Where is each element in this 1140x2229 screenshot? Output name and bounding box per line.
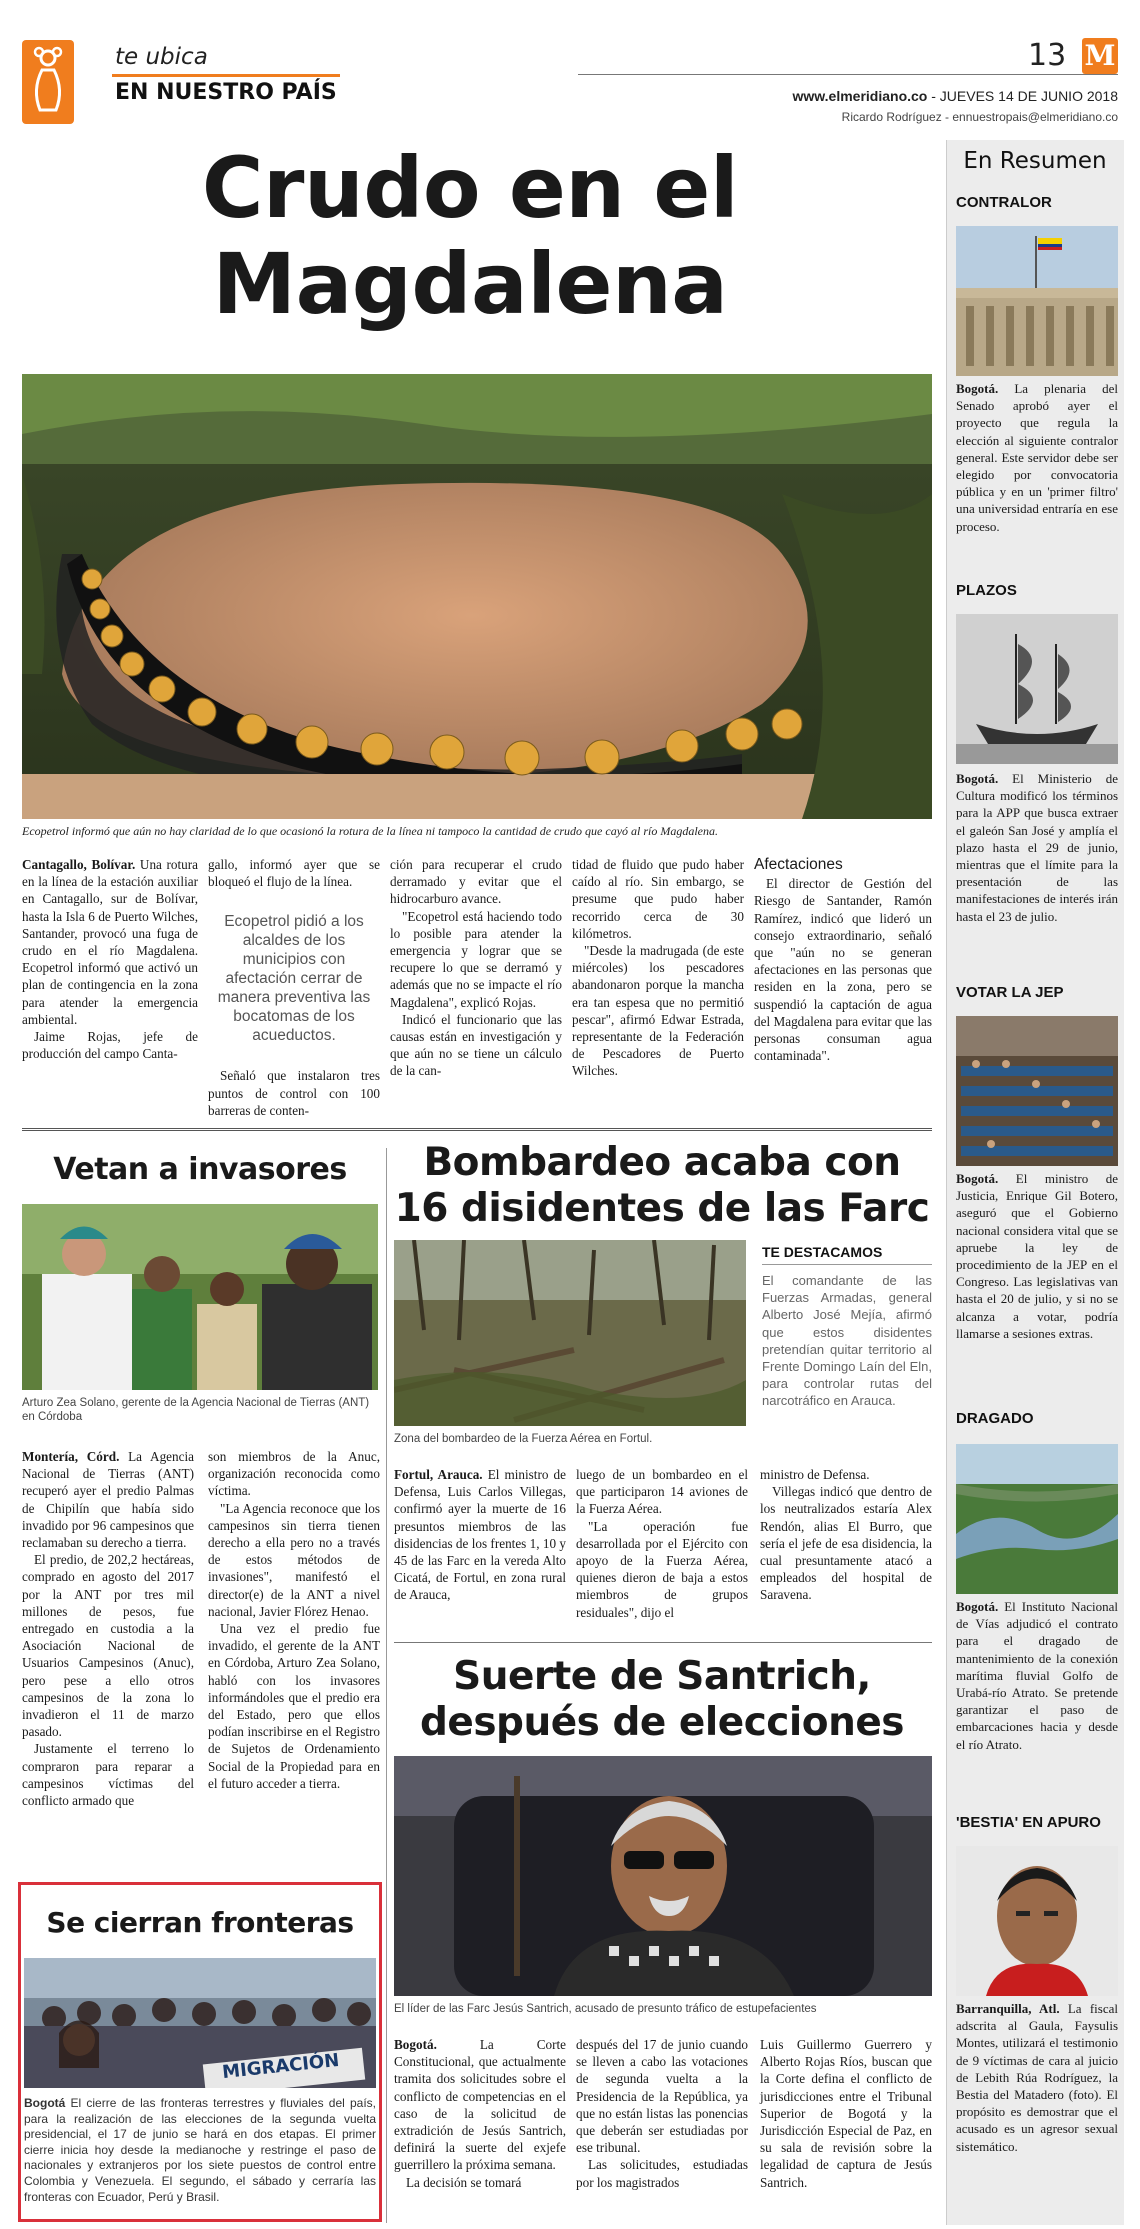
santrich-col2-text: después del 17 de junio cuando se lleven a cabo las votaciones de segunda vuelta a la Presidencia de la República, ya que no están listas las ponencias que deberán ser estudiadas por ese tribunal. [576,2037,748,2156]
byline: Ricardo Rodríguez - ennuestropais@elmeridiano.co [841,110,1118,124]
main-photo-caption: Ecopetrol informó que aún no hay claridad de lo que ocasionó la rotura de la línea ni tampoco la cantidad de crudo que cayó al río Magdalena. [22,824,719,838]
invasores-col2-text3: Una vez el predio fue invadido, el gerente de la ANT en Córdoba, Arturo Zea Solano, habló con los invasores informándoles que el predio era del Estado, pero que ellos podían inscribirse en el Registro de Sujetos de Ordenamiento Social de la Propiedad para en el futuro acceder a tierra. [208,1621,380,1791]
galleon-photo [956,614,1118,764]
sidebar-item-plazos-text [956,770,1118,925]
santrich-col1-dateline: Bogotá. [394,2037,437,2052]
destacamos-text: El comandante de las Fuerzas Armadas, general Alberto José Mejía, afirmó que estos disidentes pretendían quitar territorio al Frente Domingo Laín del Eln, para controlar rutas del narcotráfico en Arauca. [762,1273,932,1409]
bombardeo-caption: Zona del bombardeo de la Fuerza Aérea en Fortul. [394,1433,653,1445]
fronteras-headline: Se cierran fronteras [46,1906,354,1939]
invasores-col1 [22,1448,194,1809]
santrich-col1-text: La Corte Constitucional, que actualmente tramita dos solicitudes sobre el conflicto de competencias en el caso de la solicitud de extradición de Jesús Santrich, definirá la suerte del exjefe guerrillero la próxima semana. [394,2037,566,2173]
santrich-col2 [576,2036,748,2191]
main-headline-line2: Magdalena [212,235,728,333]
sidebar-item-contralor-body: La plenaria del Senado aprobó ayer el proyecto que regula la elección al siguiente contralor general. Este servidor debe ser elegido por convocatoria pública y en un 'primer filtro' una universidad entraría en ese proceso. [956,381,1118,534]
bombardeo-col1-text: El ministro de Defensa, Luis Carlos Villegas, confirmó ayer la muerte de 16 presuntos miembros de las disidencias de los frentes 1, 10 y 45 de las Farc en la vereda Alto Cicatá, de Fortul, en zona rural de Arauca, [394,1467,566,1603]
suspect-photo [956,1846,1118,1996]
dateline-header [700,88,1118,104]
sidebar-item-contralor-heading: CONTRALOR [956,194,1052,211]
santrich-col3-text: Luis Guillermo Guerrero y Alberto Rojas Ríos, buscan que la Corte defina el conflicto de jurisdicciones entre el Tribunal Superior de Bogotá y la Jurisdicción Especial de Paz, en su sala de revisión sobre la legalidad de captura de Jesús Santrich. [760,2037,932,2190]
invasores-col2-text: son miembros de la Anuc, organización reconocida como víctima. [208,1449,380,1499]
bombardeo-photo [394,1240,746,1426]
bombardeo-col2-text: luego de un bombardeo en el que participaron 14 aviones de la Fuerza Aérea. [576,1467,748,1517]
bombardeo-col1 [394,1466,566,1604]
main-col5 [754,856,932,1064]
main-col3-text2: "Ecopetrol está haciendo todo lo posible para atender la emergencia y lograr que se recupere lo que se derramó y además que no se impacte el río Magdalena", explicó Rojas. [390,908,562,1010]
sidebar-item-plazos-dateline: Bogotá. [956,771,999,786]
section-underline [112,74,340,77]
site-url[interactable]: www.elmeridiano.co [792,88,928,104]
main-col3-text3: Indicó el funcionario que las causas están en investigación y que aún no se tiene un cálculo de la can- [390,1011,562,1079]
congress-photo [956,1016,1118,1166]
sidebar-item-dragado-body: El Instituto Nacional de Vías adjudicó el contrato para el dragado de mantenimiento de la conexión marítima fluvial Golfo de Urabá-río Atrato. Se pretende garantizar el paso de embarcaciones hacia y desde el río Atrato. [956,1599,1118,1752]
fronteras-dateline: Bogotá [24,2096,66,2110]
column-divider-left [386,1148,387,2223]
destacamos-rule [762,1264,932,1265]
invasores-col1-text3: Justamente el terreno lo compraron para reparar a campesinos víctimas del conflicto armado que [22,1741,194,1809]
fronteras-text: El cierre de las fronteras terrestres y fluviales del país, para la realización de las elecciones de la segunda vuelta presidencial, el 17 de junio se hará en dos etapas. El primer cierre inicia hoy desde la medianoche y restringe el paso de nacionales y extranjeros por los siete puestos de control entre Colombia y Venezuela. El segundo, el sábado y cerraría las fronteras con Ecuador, Perú y Brasil. [24,2096,376,2204]
main-separator [22,1128,932,1131]
bombardeo-headline-line2: 16 disidentes de las Farc [394,1186,930,1231]
sidebar-item-jep-body: El ministro de Justicia, Enrique Gil Botero, aseguró que el Gobierno nacional considera vital que se apruebe la ley de procedimiento de la JEP en el Congreso. Las legislativas van hasta el 20 de julio, y si no se alcanza a votar, podría llamarse a sesiones extras. [956,1171,1118,1341]
invasores-col1-dateline: Montería, Córd. [22,1449,120,1464]
santrich-col2-text2: Las solicitudes, estudiadas por los magistrados [576,2157,748,2190]
main-col2 [208,856,380,1119]
invasores-col1-text2: El predio, de 202,2 hectáreas, comprado en agosto del 2017 por la ANT por tres mil millones de pesos, fue entregado en custodia a la Asociación Nacional de Usuarios Campesinos (Anuc), pero pese a ello otros campesinos de la zona lo invadieron el 11 de marzo pasado. [22,1552,194,1740]
invasores-caption: Arturo Zea Solano, gerente de la Agencia Nacional de Tierras (ANT) en Córdoba [22,1397,370,1423]
santrich-col3 [760,2036,932,2191]
section-logo [22,40,74,124]
santrich-caption: El líder de las Farc Jesús Santrich, acusado de presunto tráfico de estupefacientes [394,2003,817,2015]
invasores-photo [22,1204,378,1390]
sidebar-item-dragado-dateline: Bogotá. [956,1599,999,1614]
oil-spill-photo [22,374,932,819]
main-col1-text: Una rotura en la línea de la estación auxiliar en Cantagallo, sur de Bolívar, hasta la Isla 6 de Puerto Wilches, Santander, provocó una fuga de crudo en el río Magdalena. Ecopetrol informó que activó un plan de contingencia en la zona para atender la emergencia ambiental. [22,857,198,1027]
bombardeo-separator [394,1642,932,1643]
brand-logo: M [1082,38,1118,74]
fronteras-photo [24,1958,376,2088]
invasores-headline: Vetan a invasores [53,1152,347,1187]
sidebar-item-bestia-text [956,2000,1118,2155]
river-photo [956,1444,1118,1594]
fronteras-body [24,2096,376,2205]
sidebar-item-contralor-text [956,380,1118,535]
main-pullquote: Ecopetrol pidió a los alcaldes de los municipios con afectación cerrar de manera preventiva las bocatomas de los acueductos. [217,913,371,1045]
section-name-bottom: EN NUESTRO PAÍS [115,80,337,105]
santrich-headline-line1: Suerte de Santrich, [453,1654,871,1699]
sidebar-item-dragado-heading: DRAGADO [956,1410,1034,1427]
main-col5-text: El director de Gestión del Riesgo de Santander, Ramón Ramírez, indicó que lideró un consejo extraordinario, señaló que "aún no se generan afectaciones en las personas que residen en la zona, pero se suspendió la captación de agua del Magdalena para evitar que las personas consuman agua contaminada". [754,876,932,1064]
sidebar-item-jep-text [956,1170,1118,1342]
main-col3 [390,856,562,1080]
bombardeo-col3-text2: Villegas indicó que dentro de los neutralizados estaría Alex Rendón, alias El Burro, que sería el jefe de esa disidencia, la cual presuntamente atacó a empleados del hospital de Saravena. [760,1484,932,1603]
sidebar-item-jep-dateline: Bogotá. [956,1171,999,1186]
vase-icon [22,40,74,124]
main-col1-text2: Jaime Rojas, jefe de producción del campo Canta- [22,1029,198,1062]
main-col4-text2: "Desde la madrugada (de este miércoles) los pescadores abandonaron porque la mancha era tan espesa que no permitió pescar", afirmó Edwar Estrada, representante de la Federación de Pescadores de Puerto Wilches. [572,943,744,1079]
sidebar-title: En Resumen [963,148,1107,174]
main-col4 [572,856,744,1080]
page-number: 13 [1028,38,1067,73]
sidebar-item-jep-heading: VOTAR LA JEP [956,984,1064,1001]
main-col4-text: tidad de fluido que pudo haber caído al río. Sin embargo, se presume que pudo haber recorrido cerca de 30 kilómetros. [572,857,744,941]
main-headline-line1: Crudo en el [201,139,739,237]
santrich-col1-text2: La decisión se tomará [406,2174,522,2190]
main-col3-text: ción para recuperar el crudo derramado y evitar que el hidrocarburo avance. [390,857,562,907]
sidebar-item-bestia-body: La fiscal adscrita al Gaula, Faysulis Montes, utilizará el testimonio de 9 víctimas de cara al juicio de Lebith Rúa Rodríguez, la Bestia del Matadero (foto). El propósito es demostrar que el acusado es un agresor sexual sistemático. [956,2001,1118,2154]
sidebar-item-plazos-body: El Ministerio de Cultura modificó los términos para la APP que busca extraer el galeón San José y amplía el plazo hasta el 29 de junio, mientras que el límite para la presentación de las manifestaciones de interés irán hasta el 23 de julio. [956,771,1118,924]
main-col1 [22,856,198,1062]
sidebar-item-plazos-heading: PLAZOS [956,582,1017,599]
bombardeo-col2 [576,1466,748,1621]
bombardeo-col3-text: ministro de Defensa. [760,1467,870,1482]
santrich-headline-line2: después de elecciones [419,1700,905,1745]
santrich-photo [394,1756,932,1996]
santrich-col1 [394,2036,566,2191]
sidebar-item-dragado-text [956,1598,1118,1753]
sidebar-item-contralor-dateline: Bogotá. [956,381,999,396]
sidebar-item-bestia-dateline: Barranquilla, Atl. [956,2001,1060,2016]
invasores-col2 [208,1448,380,1792]
capitol-photo [956,226,1118,376]
bombardeo-headline-line1: Bombardeo acaba con [423,1140,901,1185]
header-rule [578,74,1118,75]
issue-date: - JUEVES 14 DE JUNIO 2018 [927,88,1118,104]
main-col1-dateline: Cantagallo, Bolívar. [22,857,136,872]
bombardeo-col1-dateline: Fortul, Arauca. [394,1467,483,1482]
main-col2-text2: Señaló que instalaron tres puntos de control con 100 barreras de conten- [208,1068,380,1118]
section-name-top: te ubica [115,44,208,70]
sidebar-item-bestia-heading: 'BESTIA' EN APURO [956,1814,1101,1831]
main-col2-text: gallo, informó ayer que se bloqueó el flujo de la línea. [208,857,380,890]
bombardeo-col3 [760,1466,932,1604]
invasores-col2-text2: "La Agencia reconoce que los campesinos sin tierra tienen derecho a ella pero no a través de estos métodos de invasiones", manifestó el director(e) de la ANT a nivel nacional, Javier Flórez Henao. [208,1500,380,1619]
main-col5-heading: Afectaciones [754,856,843,873]
invasores-col1-text: La Agencia Nacional de Tierras (ANT) recuperó ayer el predio Palmas de Chipilín que había sido invadido por 96 campesinos que reclamaban su derecho a tierra. [22,1449,194,1551]
migracion-sign-text: MIGRACIÓN [221,2049,341,2084]
destacamos-title: TE DESTACAMOS [762,1244,883,1260]
bombardeo-col2-text2: "La operación fue desarrollada por el Ejército con apoyo de la Fuerza Aérea, quienes dieron de baja a estos miembros de grupos residuales", dijo el [576,1518,748,1620]
